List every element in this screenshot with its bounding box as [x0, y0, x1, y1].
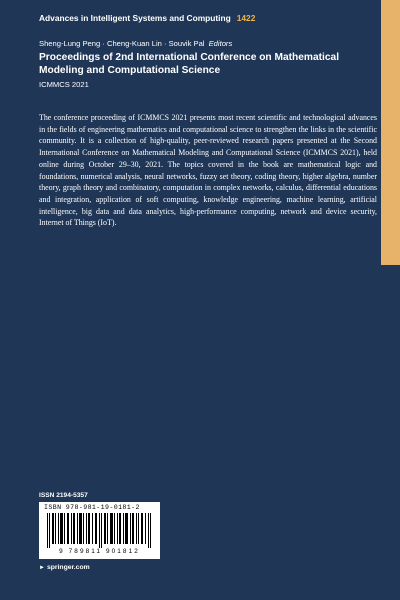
- isbn-barcode: [39, 502, 160, 559]
- issn-label: ISSN 2194-5357: [39, 492, 88, 499]
- conference-acronym: ICMMCS 2021: [39, 80, 89, 89]
- book-description: The conference proceeding of ICMMCS 2021 presents most recent scientific and technological advances in the fields of engineering mathematics and computational science to strengthen the links in the scientific community. It is a collection of high-quality, peer-reviewed research papers presented at the Second International Conference on Mathematical Modeling and Computational Science (ICMMCS 2021), held online during October 29–30, 2021. The topics covered in the book are mathematical logic and foundations, numerical analysis, neural networks, fuzzy set theory, coding theory, higher algebra, number theory, graph theory and combinatory, computation in complex networks, calculus, differential educations and integration, application of soft computing, knowledge engineering, machine learning, artificial intelligence, big data and data analytics, high-performance computing, network and device security, Internet of Things (IoT).: [39, 113, 377, 228]
- series-name: Advances in Intelligent Systems and Computing: [39, 13, 231, 23]
- accent-strip: [381, 0, 400, 265]
- barcode-digits: 9 789811 901812: [59, 548, 140, 555]
- arrow-right-icon: ►: [39, 565, 45, 571]
- editors-line: [39, 39, 232, 48]
- book-title: Proceedings of 2nd International Conference on Mathematical Modeling and Computational Science: [39, 52, 340, 76]
- editor-names: Sheng-Lung Peng · Cheng-Kuan Lin · Souvik Pal: [39, 39, 205, 48]
- springer-link[interactable]: [39, 564, 90, 571]
- editors-role: Editors: [208, 39, 233, 48]
- barcode-icon: [47, 513, 154, 548]
- series-line: [39, 13, 255, 23]
- series-number: 1422: [236, 13, 256, 23]
- springer-link-label: springer.com: [46, 564, 90, 571]
- isbn-label: ISBN 978-981-19-0181-2: [44, 504, 140, 511]
